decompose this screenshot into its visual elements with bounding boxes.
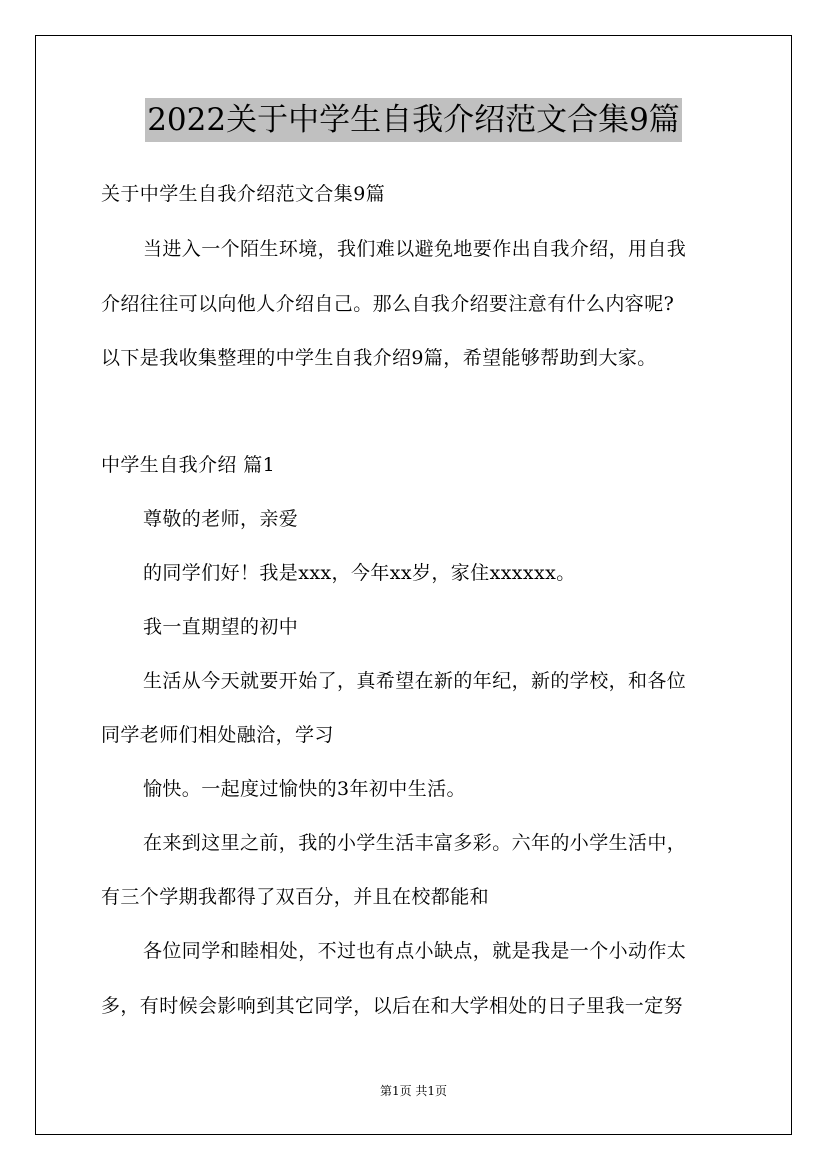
paragraph-line: 在来到这里之前，我的小学生活丰富多彩。六年的小学生活中，	[143, 832, 687, 854]
paragraph-line: 的同学们好！我是xxx，今年xx岁，家住xxxxxx。	[143, 562, 576, 584]
section-heading: 中学生自我介绍 篇1	[101, 454, 276, 476]
paragraph-line: 各位同学和睦相处，不过也有点小缺点，就是我是一个小动作太	[143, 940, 687, 962]
paragraph-line: 尊敬的老师，亲爱	[143, 508, 299, 530]
paragraph-line: 愉快。一起度过愉快的3年初中生活。	[143, 778, 466, 800]
paragraph-line: 同学老师们相处融洽，学习	[101, 724, 334, 746]
paragraph-line: 生活从今天就要开始了，真希望在新的年纪，新的学校，和各位	[143, 670, 687, 692]
title-container	[0, 98, 827, 142]
page-footer: 第1页 共1页	[379, 1084, 448, 1098]
document-title: 2022关于中学生自我介绍范文合集9篇	[145, 98, 682, 142]
paragraph-line: 多，有时候会影响到其它同学，以后在和大学相处的日子里我一定努	[101, 995, 684, 1017]
subtitle-line: 关于中学生自我介绍范文合集9篇	[101, 183, 386, 205]
paragraph-line: 我一直期望的初中	[143, 616, 299, 638]
paragraph-line: 有三个学期我都得了双百分，并且在校都能和	[101, 886, 490, 908]
paragraph-line: 以下是我收集整理的中学生自我介绍9篇，希望能够帮助到大家。	[101, 347, 657, 369]
paragraph-line: 介绍往往可以向他人介绍自己。那么自我介绍要注意有什么内容呢?	[101, 293, 675, 315]
paragraph-line: 当进入一个陌生环境，我们难以避免地要作出自我介绍，用自我	[143, 238, 687, 260]
